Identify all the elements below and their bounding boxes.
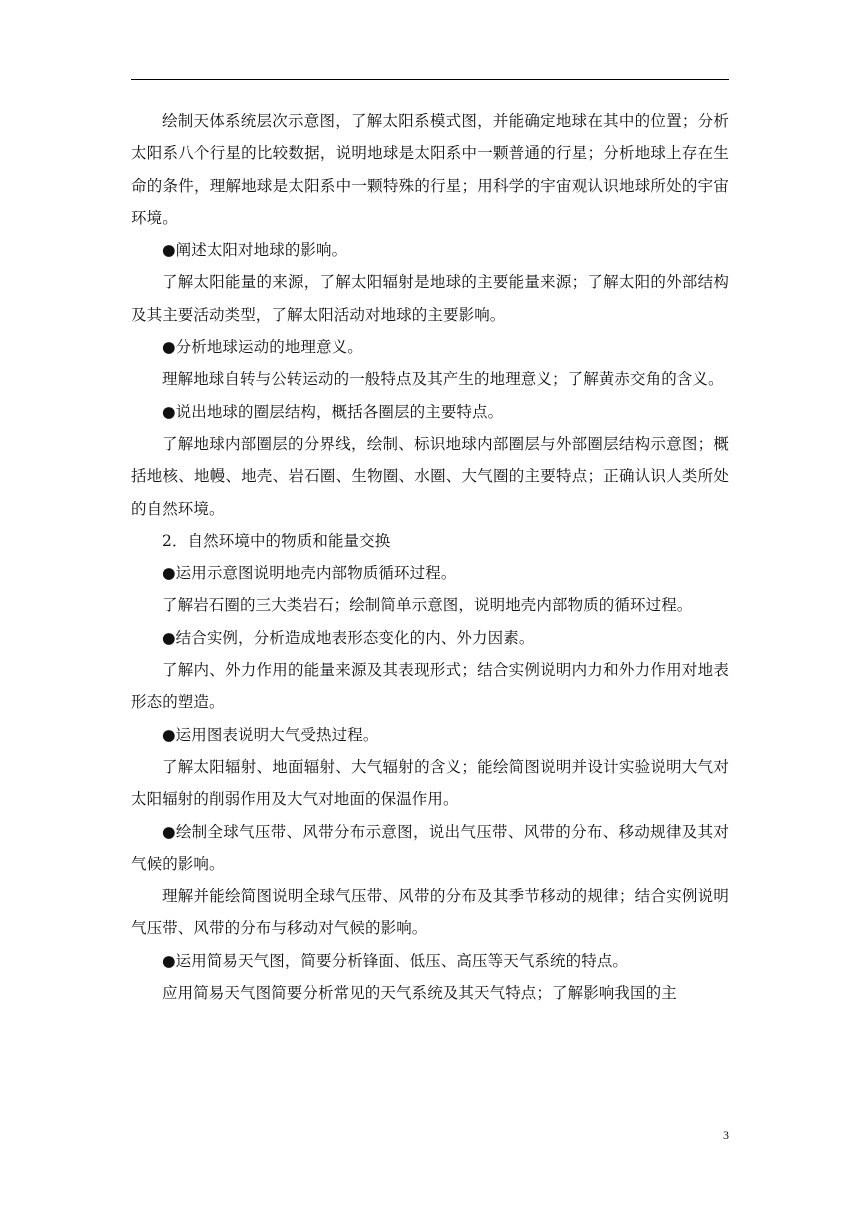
bullet-heading: ●阐述太阳对地球的影响。 <box>162 241 348 260</box>
bullet-heading: ●结合实例，分析造成地表形态变化的内、外力因素。 <box>162 628 535 647</box>
bullet-heading: ●分析地球运动的地理意义。 <box>162 338 363 357</box>
paragraph: 绘制天体系统层次示意图，了解太阳系模式图，并能确定地球在其中的位置；分析太阳系八个行星的比较数据，说明地球是太阳系中一颗普通的行星；分析地球上存在生命的条件，理解地球是太阳系中一颗特殊的行星；用科学的宇宙观认识地球所处的宇宙环境。 <box>131 112 729 227</box>
paragraph: 了解太阳能量的来源，了解太阳辐射是地球的主要能量来源；了解太阳的外部结构及其主要活动类型，了解太阳活动对地球的主要影响。 <box>131 273 729 324</box>
paragraph: 应用简易天气图简要分析常见的天气系统及其天气特点；了解影响我国的主 <box>162 984 677 1003</box>
bullet-heading: ●运用图表说明大气受热过程。 <box>162 725 379 744</box>
bullet-heading: ●运用示意图说明地壳内部物质循环过程。 <box>162 564 457 583</box>
paragraph: 了解太阳辐射、地面辐射、大气辐射的含义；能绘简图说明并设计实验说明大气对太阳辐射的削弱作用及大气对地面的保温作用。 <box>131 757 729 809</box>
paragraph: 了解内、外力作用的能量来源及其表现形式；结合实例说明内力和外力作用对地表形态的塑造。 <box>131 661 729 712</box>
body-text <box>131 105 729 1009</box>
paragraph: 了解岩石圈的三大类岩石；绘制简单示意图，说明地壳内部物质的循环过程。 <box>162 596 693 615</box>
bullet-heading: ●运用简易天气图，简要分析锋面、低压、高压等天气系统的特点。 <box>162 951 629 970</box>
paragraph: 理解并能绘简图说明全球气压带、风带的分布及其季节移动的规律；结合实例说明气压带、风带的分布与移动对气候的影响。 <box>131 887 729 938</box>
bullet-heading: ●说出地球的圈层结构，概括各圈层的主要特点。 <box>162 402 504 421</box>
paragraph: 理解地球自转与公转运动的一般特点及其产生的地理意义；了解黄赤交角的含义。 <box>162 370 724 389</box>
paragraph: 了解地球内部圈层的分界线，绘制、标识地球内部圈层与外部圈层结构示意图；概括地核、地幔、地壳、岩石圈、生物圈、水圈、大气圈的主要特点；正确认识人类所处的自然环境。 <box>131 434 729 518</box>
header-rule <box>131 79 729 80</box>
section-heading: 2．自然环境中的物质和能量交换 <box>162 531 391 550</box>
page-number: 3 <box>723 1128 729 1142</box>
bullet-heading: ●绘制全球气压带、风带分布示意图，说出气压带、风带的分布、移动规律及其对气候的影响。 <box>131 822 729 873</box>
